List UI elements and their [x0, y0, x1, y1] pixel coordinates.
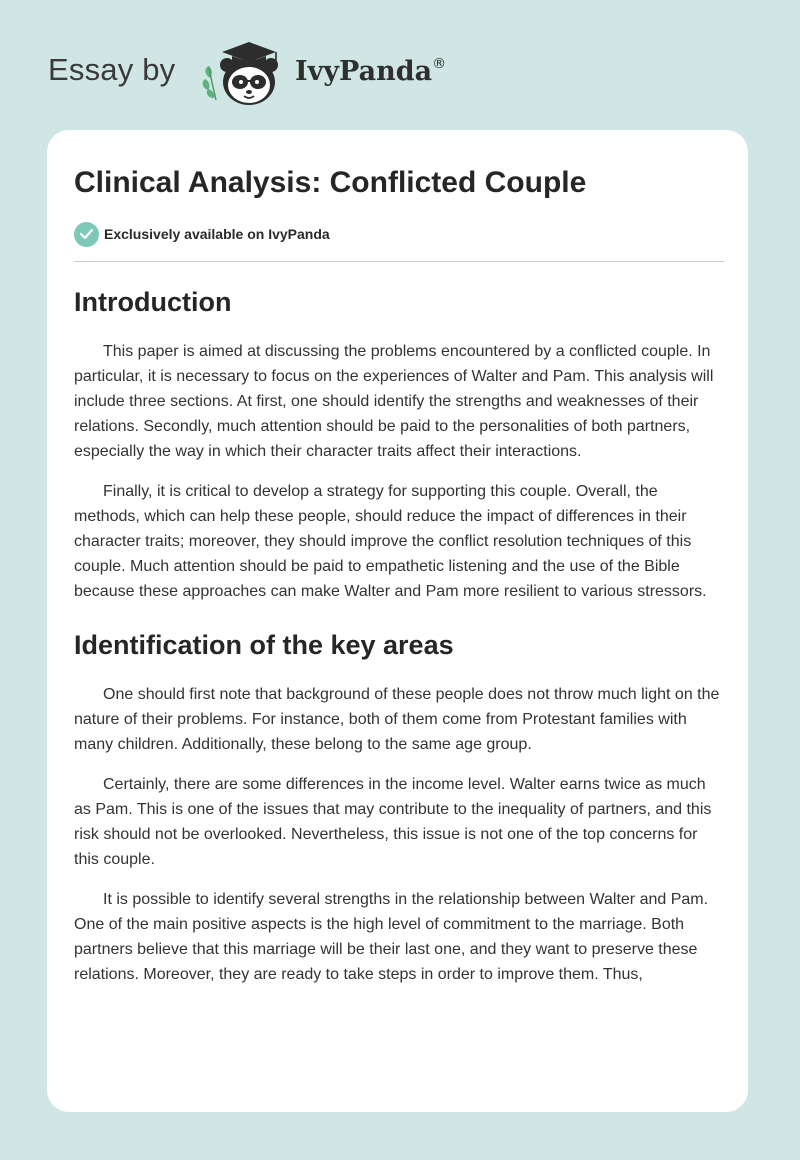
essay-title: Clinical Analysis: Conflicted Couple	[74, 166, 587, 199]
paragraph: Certainly, there are some differences in the income level. Walter earns twice as much as Pam. This is one of the issues that may contribute to the inequality of partners, and this risk should not be overlooked. Nevertheless, this issue is not one of the top concerns for this couple.	[74, 776, 712, 868]
brand-label: IvyPanda	[295, 56, 433, 87]
paragraph: One should first note that background of these people does not throw much light on the nature of their problems. For instance, both of them come from Protestant families with many children. Additionally, these belong to the same age group.	[74, 686, 720, 753]
panda-logo-icon[interactable]	[200, 38, 292, 108]
essay-card	[47, 130, 748, 1112]
essay-by-label: Essay by	[48, 52, 176, 87]
exclusive-badge	[74, 221, 330, 247]
section-heading: Introduction	[74, 287, 232, 317]
check-badge	[74, 222, 99, 247]
essay-body	[74, 280, 724, 987]
title-divider	[74, 261, 724, 262]
section-heading: Identification of the key areas	[74, 630, 454, 660]
brand-name[interactable]	[295, 56, 446, 87]
panda-graduation-cap-icon	[200, 38, 292, 108]
exclusive-label: Exclusively available on IvyPanda	[104, 226, 330, 242]
check-icon	[80, 229, 93, 239]
site-header	[0, 0, 800, 130]
registered-mark: ®	[432, 56, 447, 72]
paragraph: Finally, it is critical to develop a strategy for supporting this couple. Overall, the methods, which can help these people, should reduce the impact of differences in their character traits; moreover, they should improve the conflict resolution techniques of this couple. Much attention should be paid to empathetic listening and the use of the Bible because these approaches can make Walter and Pam more resilient to various stressors.	[74, 483, 707, 600]
paragraph: This paper is aimed at discussing the problems encountered by a conflicted couple. In particular, it is necessary to focus on the experiences of Walter and Pam. This analysis will include three sections. At first, one should identify the strengths and weaknesses of their relations. Secondly, much attention should be paid to the personalities of both partners, especially the way in which their character traits affect their interactions.	[74, 343, 714, 460]
paragraph: It is possible to identify several strengths in the relationship between Walter and Pam. One of the main positive aspects is the high level of commitment to the marriage. Both partners believe that this marriage will be their last one, and they want to preserve these relations. Moreover, they are ready to take steps in order to improve them. Thus,	[74, 891, 709, 983]
